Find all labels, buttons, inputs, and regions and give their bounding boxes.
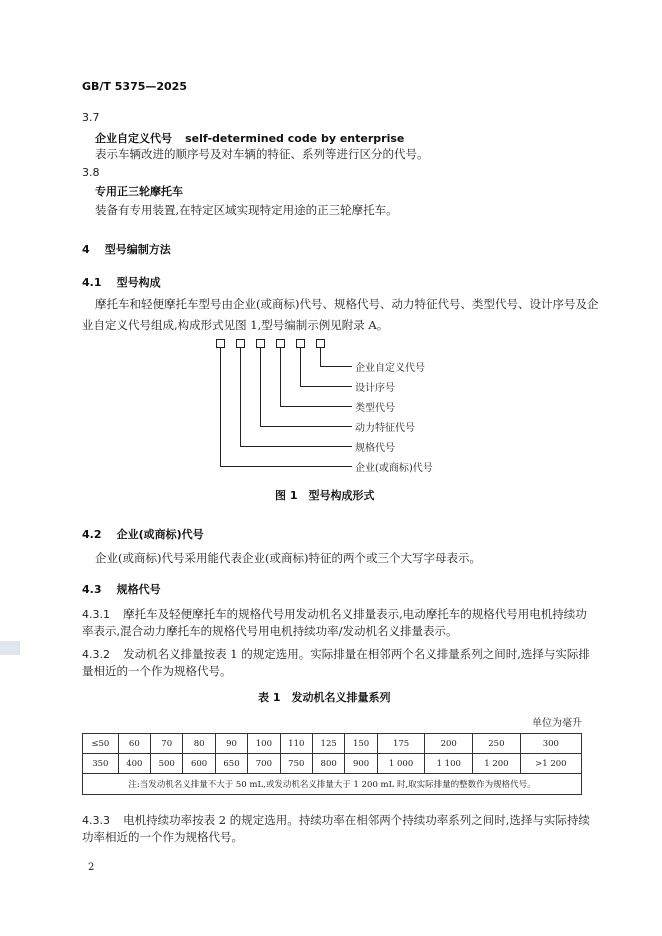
table-row bbox=[83, 734, 582, 754]
figure-label-design: 设计序号 bbox=[355, 383, 395, 394]
table-cell: 700 bbox=[248, 754, 280, 774]
connector-v-power bbox=[260, 348, 261, 426]
table-cell: 200 bbox=[425, 734, 473, 754]
section-4-1-body-line1: 摩托车和轻便摩托车型号由企业(或商标)代号、规格代号、动力特征代号、类型代号、设计序号及企 bbox=[95, 297, 599, 311]
table-cell: ≤50 bbox=[83, 734, 119, 754]
section-4-2-number: 4.2 bbox=[82, 528, 102, 541]
table-cell: 500 bbox=[151, 754, 183, 774]
section-4-2-heading bbox=[82, 523, 204, 542]
table-1-note: 注:当发动机名义排量不大于 50 mL,或发动机名义排量大于 1 200 mL 时,取实际排量的整数作为规格代号。 bbox=[83, 774, 582, 795]
table-cell: 150 bbox=[345, 734, 377, 754]
section-4-3-number: 4.3 bbox=[82, 583, 102, 596]
table-cell: 350 bbox=[83, 754, 119, 774]
section-4-3-2-text2: 量相近的一个作为规格代号。 bbox=[82, 664, 232, 678]
figure-label-power: 动力特征代号 bbox=[355, 423, 415, 434]
table-cell: 90 bbox=[215, 734, 247, 754]
table-1 bbox=[82, 733, 582, 795]
connector-h-custom bbox=[320, 366, 352, 367]
table-cell: 600 bbox=[183, 754, 215, 774]
standard-id: GB/T 5375—2025 bbox=[82, 80, 187, 93]
page-number: 2 bbox=[88, 862, 95, 873]
connector-v-enterprise bbox=[220, 348, 221, 466]
table-cell: 250 bbox=[473, 734, 521, 754]
section-4-1-title: 型号构成 bbox=[116, 276, 161, 289]
section-4-heading bbox=[82, 238, 171, 257]
table-cell: 750 bbox=[280, 754, 312, 774]
table-cell: 175 bbox=[377, 734, 425, 754]
table-cell: 110 bbox=[280, 734, 312, 754]
section-4-3-title: 规格代号 bbox=[116, 583, 161, 596]
connector-h-enterprise bbox=[220, 466, 352, 467]
section-3-8-body: 装备有专用装置,在特定区域实现特定用途的正三轮摩托车。 bbox=[95, 203, 398, 217]
table-note-row bbox=[83, 774, 582, 795]
section-3-7-title-en: self-determined code by enterprise bbox=[185, 132, 405, 145]
connector-v-spec bbox=[240, 348, 241, 446]
page-edge-tab bbox=[0, 641, 20, 655]
section-4-3-heading bbox=[82, 578, 161, 597]
section-4-2-body: 企业(或商标)代号采用能代表企业(或商标)特征的两个或三个大写字母表示。 bbox=[95, 551, 481, 565]
section-4-2-title: 企业(或商标)代号 bbox=[116, 528, 204, 541]
table-cell: 70 bbox=[151, 734, 183, 754]
table-cell: 60 bbox=[118, 734, 150, 754]
connector-v-design bbox=[300, 348, 301, 386]
table-cell: 1 000 bbox=[377, 754, 425, 774]
section-4-3-1-line1 bbox=[82, 603, 587, 622]
code-box-custom bbox=[316, 339, 325, 348]
table-cell: 125 bbox=[312, 734, 344, 754]
table-cell: 80 bbox=[183, 734, 215, 754]
section-4-title: 型号编制方法 bbox=[104, 243, 171, 256]
table-cell: 650 bbox=[215, 754, 247, 774]
table-1-title: 表 1 发动机名义排量系列 bbox=[258, 691, 391, 704]
code-box-design bbox=[296, 339, 305, 348]
section-4-3-3-text2: 功率相近的一个作为规格代号。 bbox=[82, 830, 243, 844]
section-4-3-1-text2: 率表示,混合动力摩托车的规格代号用电机持续功率/发动机名义排量表示。 bbox=[82, 624, 458, 638]
figure-label-enterprise: 企业(或商标)代号 bbox=[355, 463, 433, 474]
connector-h-design bbox=[300, 386, 352, 387]
table-cell: 900 bbox=[345, 754, 377, 774]
connector-h-type bbox=[280, 406, 352, 407]
figure-label-type: 类型代号 bbox=[355, 403, 395, 414]
table-cell: 800 bbox=[312, 754, 344, 774]
section-3-7-title-cn: 企业自定义代号 bbox=[95, 132, 172, 145]
section-3-8-title: 专用正三轮摩托车 bbox=[95, 185, 183, 198]
section-4-3-1-number: 4.3.1 bbox=[82, 608, 110, 621]
connector-h-power bbox=[260, 426, 352, 427]
figure-label-custom: 企业自定义代号 bbox=[355, 363, 425, 374]
table-cell: 1 200 bbox=[473, 754, 521, 774]
table-1-unit: 单位为毫升 bbox=[532, 718, 582, 729]
section-4-1-number: 4.1 bbox=[82, 276, 102, 289]
section-4-3-2-line1 bbox=[82, 643, 590, 662]
section-4-3-3-number: 4.3.3 bbox=[82, 814, 110, 827]
code-box-power bbox=[256, 339, 265, 348]
section-4-3-1-text1: 摩托车及轻便摩托车的规格代号用发动机名义排量表示,电动摩托车的规格代号用电机持续功 bbox=[123, 607, 587, 621]
figure-label-spec: 规格代号 bbox=[355, 443, 395, 454]
connector-h-spec bbox=[240, 446, 352, 447]
section-3-8-number: 3.8 bbox=[82, 166, 100, 179]
section-3-7-title bbox=[95, 127, 404, 146]
section-4-3-2-text1: 发动机名义排量按表 1 的规定选用。实际排量在相邻两个名义排量系列之间时,选择与实际排 bbox=[123, 647, 590, 661]
table-cell: 300 bbox=[520, 734, 581, 754]
connector-v-type bbox=[280, 348, 281, 406]
table-row bbox=[83, 754, 582, 774]
section-4-number: 4 bbox=[82, 243, 90, 256]
section-4-3-3-line1 bbox=[82, 809, 590, 828]
section-3-7-number: 3.7 bbox=[82, 111, 100, 124]
code-box-spec bbox=[236, 339, 245, 348]
table-cell: 1 100 bbox=[425, 754, 473, 774]
code-box-enterprise bbox=[216, 339, 225, 348]
section-4-1-heading bbox=[82, 271, 161, 290]
table-cell: 400 bbox=[118, 754, 150, 774]
code-box-type bbox=[276, 339, 285, 348]
table-cell: >1 200 bbox=[520, 754, 581, 774]
section-4-3-3-text1: 电机持续功率按表 2 的规定选用。持续功率在相邻两个持续功率系列之间时,选择与实际持续 bbox=[123, 813, 590, 827]
connector-v-custom bbox=[320, 348, 321, 366]
section-4-3-2-number: 4.3.2 bbox=[82, 648, 110, 661]
table-cell: 100 bbox=[248, 734, 280, 754]
section-4-1-body-line2: 业自定义代号组成,构成形式见图 1,型号编制示例见附录 A。 bbox=[82, 318, 389, 332]
figure-1-caption: 图 1 型号构成形式 bbox=[275, 489, 375, 502]
section-3-7-body: 表示车辆改进的顺序号及对车辆的特征、系列等进行区分的代号。 bbox=[95, 147, 429, 161]
